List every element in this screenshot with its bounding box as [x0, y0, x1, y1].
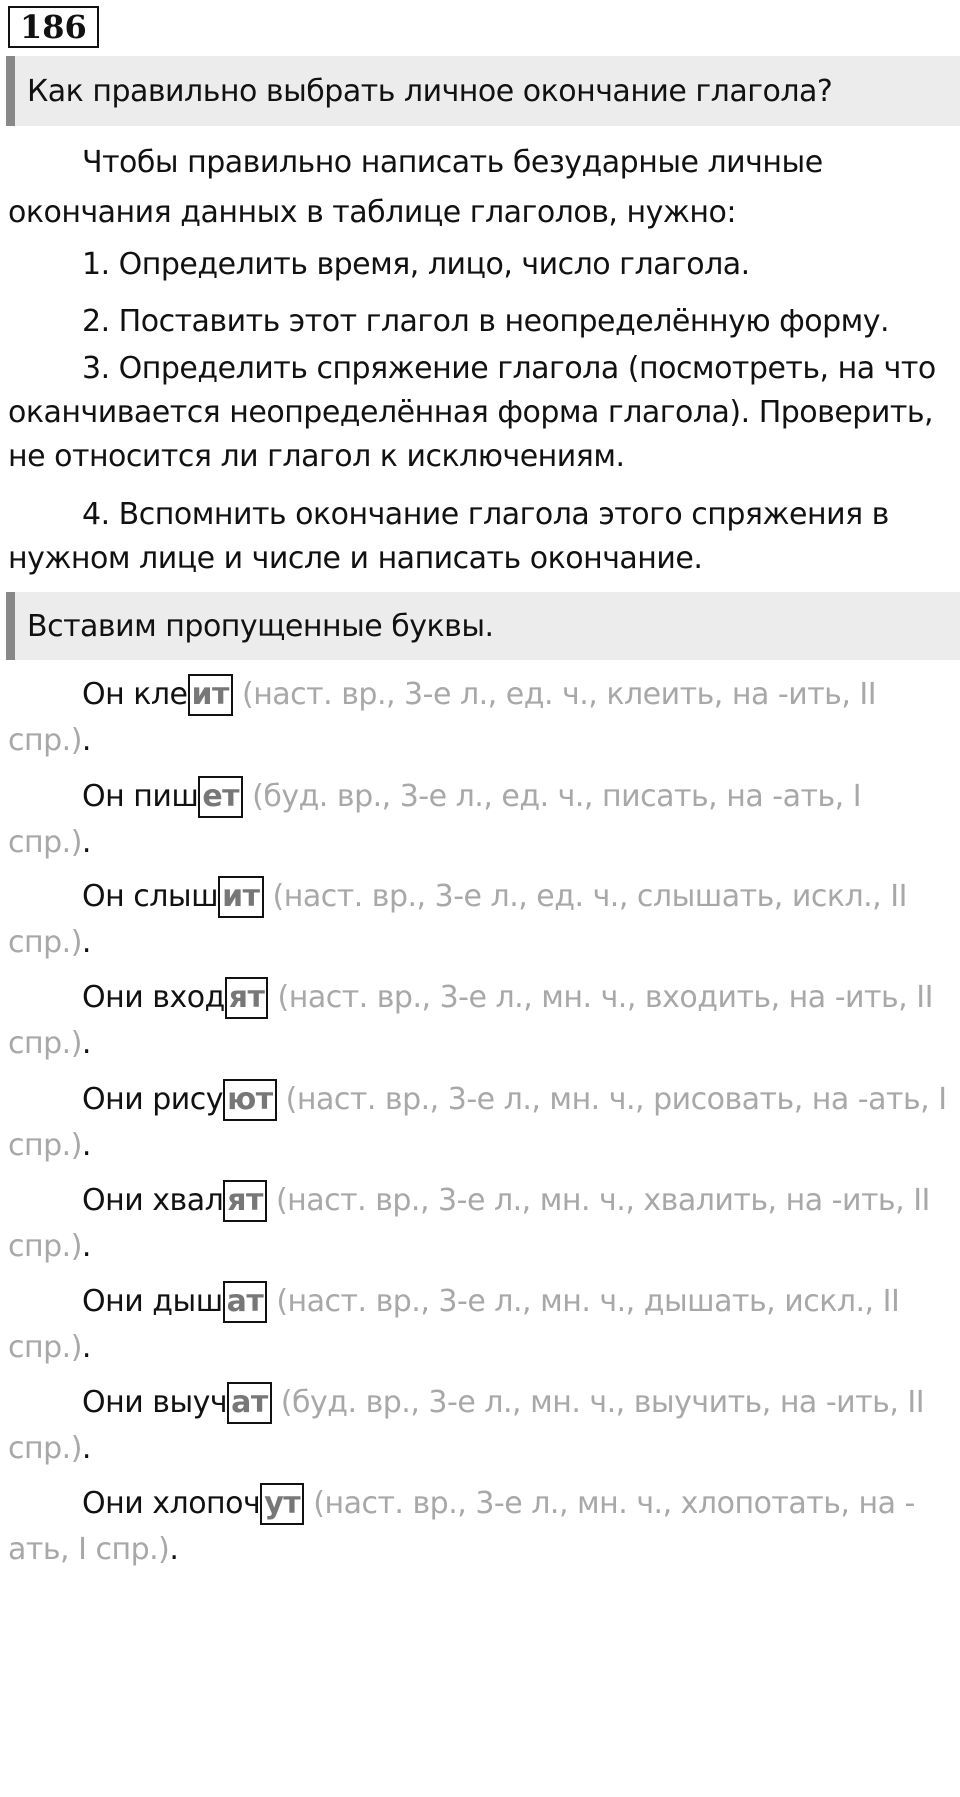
answer-ending: ят — [225, 977, 269, 1019]
grammar-note: (наст. вр., 3-е л., ед. ч., клеить, на -ить, II спр.) — [8, 677, 877, 758]
example-word: Они хлопоч — [82, 1486, 261, 1521]
question-heading — [6, 56, 960, 126]
period: . — [81, 825, 91, 860]
answer-ending: ет — [198, 776, 243, 818]
answer-ending: ит — [218, 876, 263, 918]
grammar-note: (буд. вр., 3-е л., мн. ч., выучить, на -ить, II спр.) — [8, 1385, 925, 1466]
step-1: 1. Определить время, лицо, число глагола. — [82, 247, 750, 282]
period: . — [81, 1229, 91, 1264]
period: . — [81, 1330, 91, 1365]
period: . — [81, 1026, 91, 1061]
example-word: Они рису — [82, 1082, 224, 1117]
example-item — [8, 1178, 948, 1270]
example-item — [8, 774, 948, 866]
grammar-note: (наст. вр., 3-е л., мн. ч., хвалить, на -ить, II спр.) — [8, 1183, 930, 1264]
answer-ending: ат — [223, 1281, 268, 1323]
example-word: Он пиш — [82, 779, 199, 814]
example-item — [8, 1077, 948, 1169]
example-word: Они дыш — [82, 1284, 223, 1319]
example-word: Они выуч — [82, 1385, 228, 1420]
answer-ending: ют — [223, 1079, 277, 1121]
example-word: Он кле — [82, 677, 188, 712]
grammar-note: (наст. вр., 3-е л., мн. ч., хлопотать, на - ать, I спр.) — [8, 1486, 915, 1567]
period: . — [81, 925, 91, 960]
example-item — [8, 1279, 948, 1371]
task-heading-text: Вставим пропущенные буквы. — [27, 608, 494, 644]
intro-paragraph: Чтобы правильно написать безударные личные окончания данных в таблице глаголов, нужно: — [8, 145, 823, 230]
step-3: 3. Определить спряжение глагола (посмотреть, на что оканчивается неопределённая форма глагола). Проверить, не относится ли глагол к исключениям. — [8, 351, 936, 474]
grammar-note: (наст. вр., 3-е л., ед. ч., слышать, искл., II спр.) — [8, 879, 907, 960]
period: . — [81, 1128, 91, 1163]
grammar-note: (наст. вр., 3-е л., мн. ч., дышать, искл., II спр.) — [8, 1284, 900, 1365]
example-item — [8, 874, 948, 966]
example-item — [8, 975, 948, 1067]
grammar-note: (наст. вр., 3-е л., мн. ч., рисовать, на -ать, I спр.) — [8, 1082, 947, 1163]
step-2: 2. Поставить этот глагол в неопределённую форму. — [82, 304, 890, 339]
period: . — [169, 1532, 179, 1567]
task-number: 186 — [8, 6, 99, 48]
task-heading — [6, 592, 960, 660]
answer-ending: ит — [188, 674, 233, 716]
period: . — [81, 723, 91, 758]
period: . — [81, 1431, 91, 1466]
example-word: Он слыш — [82, 879, 219, 914]
grammar-note: (наст. вр., 3-е л., мн. ч., входить, на -ить, II спр.) — [8, 980, 933, 1061]
grammar-note: (буд. вр., 3-е л., ед. ч., писать, на -ать, I спр.) — [8, 779, 862, 860]
example-item — [8, 1380, 948, 1472]
example-item — [8, 672, 948, 764]
step-4: 4. Вспомнить окончание глагола этого спряжения в нужном лице и числе и написать окончание. — [8, 497, 889, 576]
example-word: Они вход — [82, 980, 225, 1015]
example-word: Они хвал — [82, 1183, 224, 1218]
example-item — [8, 1481, 948, 1573]
answer-ending: ут — [260, 1483, 304, 1525]
question-text: Как правильно выбрать личное окончание глагола? — [27, 73, 833, 109]
answer-ending: ят — [223, 1180, 267, 1222]
answer-ending: ат — [227, 1382, 272, 1424]
